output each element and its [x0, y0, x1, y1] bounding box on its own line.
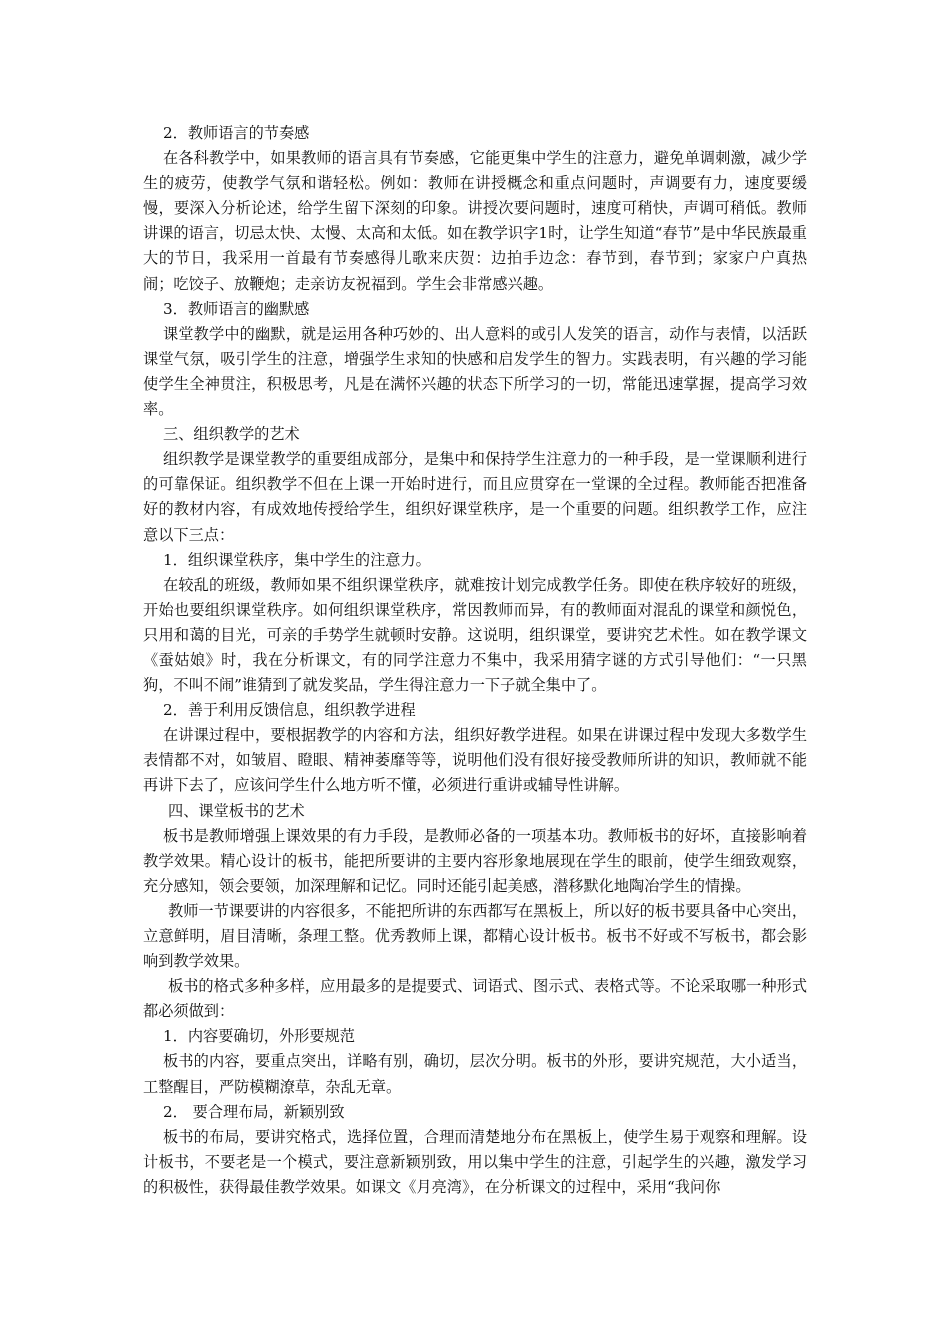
- paragraph: 在较乱的班级，教师如果不组织课堂秩序，就难按计划完成教学任务。即使在秩序较好的班级，开始也要组织课堂秩序。如何组织课堂秩序，常因教师而异，有的教师面对混乱的课堂和颜悦色，只用和蔼的目光，可亲的手势学生就顿时安静。这说明，组织课堂，要讲究艺术性。如在教学课文《蚕姑娘》时，我在分析课文，有的同学注意力不集中，我采用猜字谜的方式引导他们：“一只黑狗，不叫不闹”谁猜到了就发奖品，学生得注意力一下子就全集中了。: [143, 575, 807, 695]
- paragraph: 在各科教学中，如果教师的语言具有节奏感，它能更集中学生的注意力，避免单调刺激，减少学生的疲劳，使教学气氛和谐轻松。例如：教师在讲授概念和重点问题时，声调要有力，速度要缓慢，要深入分析论述，给学生留下深刻的印象。讲授次要问题时，速度可稍快，声调可稍低。教师讲课的语言，切忌太快、太慢、太高和太低。如在教学识字1时，让学生知道“春节”是中华民族最重大的节日，我采用一首最有节奏感得儿歌来庆贺：边拍手边念：春节到，春节到；家家户户真热闹；吃饺子、放鞭炮；走亲访友祝福到。学生会非常感兴趣。: [143, 149, 807, 293]
- section-heading: 三、组织教学的艺术: [163, 425, 300, 444]
- section-heading: 1．组织课堂秩序，集中学生的注意力。: [163, 550, 431, 569]
- paragraph: 板书的格式多种多样，应用最多的是提要式、词语式、图示式、表格式等。不论采取哪一种形式都必须做到：: [143, 977, 807, 1021]
- paragraph: 教师一节课要讲的内容很多，不能把所讲的东西都写在黑板上，所以好的板书要具备中心突出，立意鲜明，眉目清晰，条理工整。优秀教师上课，都精心设计板书。板书不好或不写板书，都会影响到教学效果。: [143, 901, 807, 971]
- section-heading: 2． 要合理布局，新颖别致: [163, 1102, 345, 1121]
- paragraph: 在讲课过程中，要根据教学的内容和方法，组织好教学进程。如果在讲课过程中发现大多数学生表情都不对，如皱眉、瞪眼、精神萎靡等等，说明他们没有很好接受教师所讲的知识，教师就不能再讲下去了，应该问学生什么地方听不懂，必须进行重讲或辅导性讲解。: [143, 726, 807, 795]
- section-heading: 2．教师语言的节奏感: [163, 124, 310, 142]
- paragraph: 板书的布局，要讲究格式，选择位置，合理而清楚地分布在黑板上，使学生易于观察和理解。设计板书，不要老是一个模式，要注意新颖别致，用以集中学生的注意，引起学生的兴趣，激发学习的积极性，获得最佳教学效果。如课文《月亮湾》，在分析课文的过程中，采用“我问你: [143, 1127, 807, 1196]
- section-heading: 四、课堂板书的艺术: [168, 801, 305, 820]
- paragraph: 组织教学是课堂教学的重要组成部分，是集中和保持学生注意力的一种手段，是一堂课顺利进行的可靠保证。组织教学不但在上课一开始时进行，而且应贯穿在一堂课的全过程。教师能否把准备好的教材内容，有成效地传授给学生，组织好课堂秩序，是一个重要的问题。组织教学工作，应注意以下三点：: [143, 450, 807, 544]
- paragraph: 板书是教师增强上课效果的有力手段，是教师必备的一项基本功。教师板书的好坏，直接影响着教学效果。精心设计的板书，能把所要讲的主要内容形象地展现在学生的眼前，使学生细致观察，充分感知，领会要领，加深理解和记忆。同时还能引起美感，潜移默化地陶冶学生的情操。: [143, 826, 807, 895]
- document-body: [143, 121, 807, 1200]
- section-heading: 3．教师语言的幽默感: [163, 299, 310, 318]
- paragraph: 板书的内容，要重点突出，详略有别，确切，层次分明。板书的外形，要讲究规范，大小适当，工整醒目，严防模糊潦草，杂乱无章。: [143, 1052, 807, 1096]
- section-heading: 1．内容要确切，外形要规范: [163, 1027, 355, 1046]
- section-heading: 2．善于利用反馈信息，组织教学进程: [163, 701, 416, 720]
- paragraph: 课堂教学中的幽默，就是运用各种巧妙的、出人意料的或引人发笑的语言，动作与表情，以活跃课堂气氛，吸引学生的注意，增强学生求知的快感和启发学生的智力。实践表明，有兴趣的学习能使学生全神贯注，积极思考，凡是在满怀兴趣的状态下所学习的一切，常能迅速掌握，提高学习效率。: [143, 324, 807, 419]
